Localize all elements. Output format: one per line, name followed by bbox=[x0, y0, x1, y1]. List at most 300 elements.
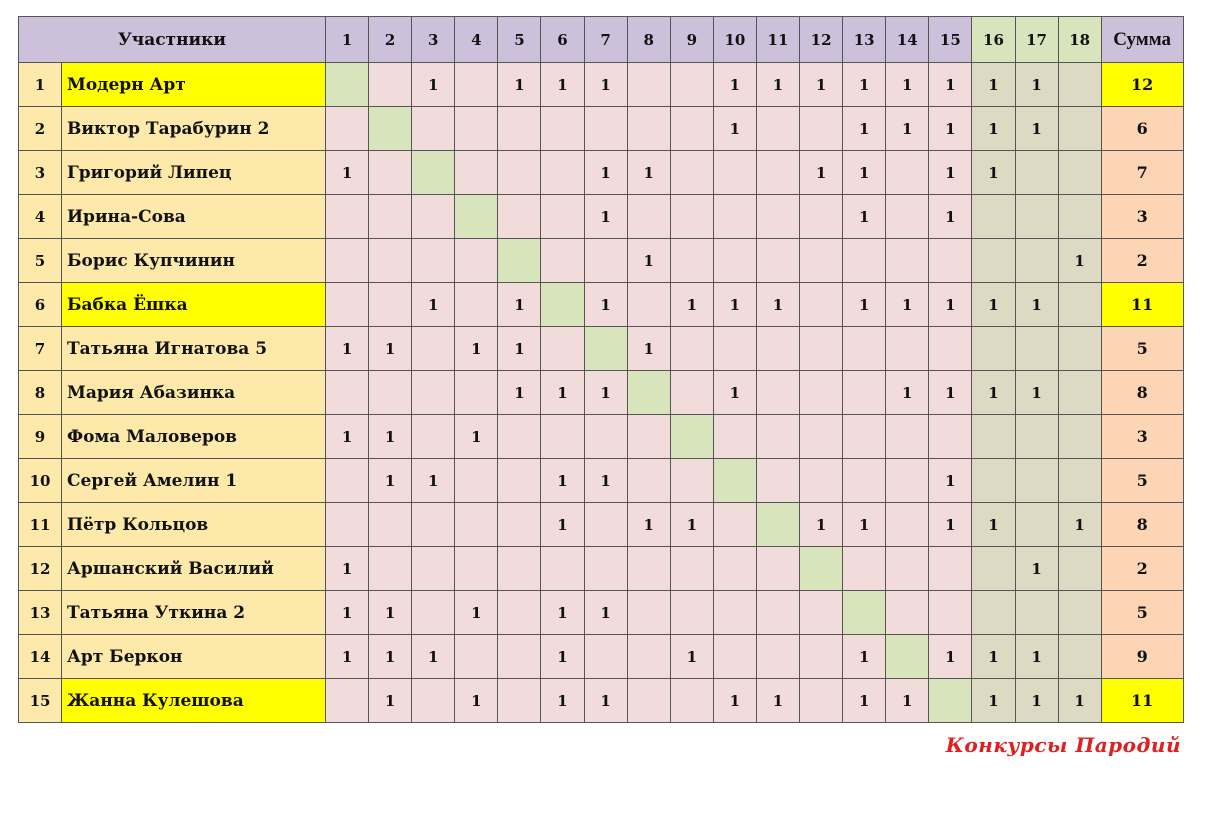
vote-cell: 1 bbox=[843, 195, 886, 239]
row-number: 6 bbox=[19, 283, 62, 327]
vote-cell bbox=[670, 459, 713, 503]
vote-cell bbox=[412, 239, 455, 283]
vote-cell bbox=[929, 547, 972, 591]
vote-cell bbox=[886, 591, 929, 635]
table-row bbox=[19, 239, 1184, 283]
vote-cell: 1 bbox=[541, 591, 584, 635]
vote-cell bbox=[412, 503, 455, 547]
vote-cell bbox=[1015, 415, 1058, 459]
vote-cell: 1 bbox=[713, 107, 756, 151]
row-sum: 8 bbox=[1101, 371, 1183, 415]
vote-cell: 1 bbox=[1015, 679, 1058, 723]
vote-cell bbox=[326, 63, 369, 107]
vote-cell bbox=[541, 415, 584, 459]
vote-cell: 1 bbox=[713, 371, 756, 415]
vote-cell: 1 bbox=[972, 371, 1015, 415]
vote-cell bbox=[455, 459, 498, 503]
row-number: 2 bbox=[19, 107, 62, 151]
vote-cell: 1 bbox=[584, 151, 627, 195]
vote-cell bbox=[455, 371, 498, 415]
vote-cell: 1 bbox=[886, 63, 929, 107]
vote-cell bbox=[326, 503, 369, 547]
participant-name: Борис Купчинин bbox=[62, 239, 326, 283]
vote-cell: 1 bbox=[627, 327, 670, 371]
vote-cell bbox=[498, 459, 541, 503]
vote-cell: 1 bbox=[326, 591, 369, 635]
table-row bbox=[19, 195, 1184, 239]
vote-cell: 1 bbox=[929, 283, 972, 327]
vote-cell bbox=[756, 547, 799, 591]
vote-cell bbox=[1015, 503, 1058, 547]
vote-cell bbox=[627, 63, 670, 107]
vote-cell bbox=[972, 195, 1015, 239]
vote-cell: 1 bbox=[886, 283, 929, 327]
vote-cell bbox=[369, 107, 412, 151]
vote-cell bbox=[1058, 635, 1101, 679]
vote-cell bbox=[713, 151, 756, 195]
vote-cell: 1 bbox=[670, 635, 713, 679]
vote-cell: 1 bbox=[713, 63, 756, 107]
vote-cell bbox=[1015, 195, 1058, 239]
vote-cell bbox=[412, 195, 455, 239]
row-sum: 7 bbox=[1101, 151, 1183, 195]
vote-cell bbox=[369, 63, 412, 107]
vote-cell bbox=[541, 107, 584, 151]
vote-cell bbox=[1058, 415, 1101, 459]
vote-cell: 1 bbox=[1015, 371, 1058, 415]
column-header-1: 1 bbox=[326, 17, 369, 63]
vote-cell: 1 bbox=[455, 327, 498, 371]
vote-cell: 1 bbox=[800, 63, 843, 107]
vote-cell bbox=[326, 283, 369, 327]
vote-cell bbox=[886, 415, 929, 459]
vote-cell bbox=[498, 415, 541, 459]
vote-cell bbox=[455, 107, 498, 151]
vote-cell bbox=[455, 635, 498, 679]
column-header-2: 2 bbox=[369, 17, 412, 63]
vote-cell bbox=[800, 283, 843, 327]
vote-cell: 1 bbox=[929, 635, 972, 679]
vote-cell: 1 bbox=[326, 327, 369, 371]
vote-cell bbox=[929, 591, 972, 635]
vote-cell bbox=[886, 459, 929, 503]
vote-cell: 1 bbox=[756, 63, 799, 107]
column-header-3: 3 bbox=[412, 17, 455, 63]
vote-cell: 1 bbox=[929, 195, 972, 239]
vote-cell bbox=[800, 591, 843, 635]
vote-cell bbox=[412, 151, 455, 195]
vote-cell: 1 bbox=[1058, 239, 1101, 283]
vote-cell: 1 bbox=[800, 151, 843, 195]
participant-name: Аршанский Василий bbox=[62, 547, 326, 591]
vote-cell bbox=[756, 327, 799, 371]
column-header-14: 14 bbox=[886, 17, 929, 63]
participant-name: Фома Маловеров bbox=[62, 415, 326, 459]
participant-name: Сергей Амелин 1 bbox=[62, 459, 326, 503]
vote-cell bbox=[326, 679, 369, 723]
row-number: 1 bbox=[19, 63, 62, 107]
vote-cell bbox=[886, 239, 929, 283]
vote-cell bbox=[1058, 107, 1101, 151]
vote-cell bbox=[886, 327, 929, 371]
column-header-17: 17 bbox=[1015, 17, 1058, 63]
vote-cell bbox=[1058, 327, 1101, 371]
vote-cell: 1 bbox=[584, 195, 627, 239]
vote-cell bbox=[929, 679, 972, 723]
vote-cell bbox=[756, 459, 799, 503]
vote-cell bbox=[584, 107, 627, 151]
vote-cell: 1 bbox=[1058, 679, 1101, 723]
row-sum: 3 bbox=[1101, 195, 1183, 239]
vote-cell bbox=[670, 327, 713, 371]
vote-cell: 1 bbox=[843, 503, 886, 547]
vote-cell: 1 bbox=[412, 459, 455, 503]
vote-cell: 1 bbox=[369, 459, 412, 503]
vote-cell: 1 bbox=[886, 679, 929, 723]
vote-cell bbox=[756, 415, 799, 459]
vote-cell bbox=[455, 283, 498, 327]
vote-cell bbox=[800, 239, 843, 283]
vote-cell bbox=[541, 239, 584, 283]
vote-cell bbox=[455, 63, 498, 107]
table-row bbox=[19, 371, 1184, 415]
column-header-8: 8 bbox=[627, 17, 670, 63]
vote-cell: 1 bbox=[627, 503, 670, 547]
vote-cell bbox=[972, 547, 1015, 591]
vote-cell bbox=[1058, 547, 1101, 591]
table-row bbox=[19, 107, 1184, 151]
vote-cell: 1 bbox=[929, 371, 972, 415]
participant-name: Модерн Арт bbox=[62, 63, 326, 107]
vote-cell: 1 bbox=[670, 283, 713, 327]
participant-name: Мария Абазинка bbox=[62, 371, 326, 415]
vote-cell bbox=[541, 547, 584, 591]
vote-cell bbox=[627, 195, 670, 239]
vote-cell bbox=[627, 371, 670, 415]
vote-cell: 1 bbox=[843, 635, 886, 679]
vote-cell bbox=[627, 591, 670, 635]
vote-cell: 1 bbox=[800, 503, 843, 547]
vote-cell bbox=[886, 503, 929, 547]
vote-cell bbox=[584, 415, 627, 459]
row-sum: 12 bbox=[1101, 63, 1183, 107]
vote-cell: 1 bbox=[369, 415, 412, 459]
vote-cell bbox=[886, 151, 929, 195]
vote-cell bbox=[713, 459, 756, 503]
vote-cell bbox=[800, 327, 843, 371]
vote-cell: 1 bbox=[584, 459, 627, 503]
vote-cell bbox=[800, 371, 843, 415]
vote-cell bbox=[369, 371, 412, 415]
vote-cell: 1 bbox=[412, 63, 455, 107]
column-header-6: 6 bbox=[541, 17, 584, 63]
vote-cell bbox=[326, 239, 369, 283]
vote-cell bbox=[756, 503, 799, 547]
vote-cell bbox=[584, 547, 627, 591]
vote-cell: 1 bbox=[756, 679, 799, 723]
vote-cell: 1 bbox=[627, 151, 670, 195]
vote-cell bbox=[713, 635, 756, 679]
watermark: Конкурсы Пародий bbox=[945, 733, 1181, 757]
vote-cell bbox=[541, 195, 584, 239]
vote-cell: 1 bbox=[929, 63, 972, 107]
vote-cell: 1 bbox=[972, 107, 1015, 151]
row-number: 11 bbox=[19, 503, 62, 547]
vote-cell bbox=[584, 503, 627, 547]
table-row bbox=[19, 635, 1184, 679]
vote-cell bbox=[455, 195, 498, 239]
vote-cell bbox=[800, 459, 843, 503]
vote-cell bbox=[972, 459, 1015, 503]
vote-cell bbox=[326, 371, 369, 415]
table-row bbox=[19, 547, 1184, 591]
vote-cell: 1 bbox=[972, 503, 1015, 547]
vote-cell bbox=[412, 327, 455, 371]
vote-cell: 1 bbox=[541, 503, 584, 547]
vote-cell bbox=[1058, 371, 1101, 415]
participant-name: Пётр Кольцов bbox=[62, 503, 326, 547]
row-number: 13 bbox=[19, 591, 62, 635]
vote-cell bbox=[369, 239, 412, 283]
vote-cell bbox=[369, 283, 412, 327]
row-number: 3 bbox=[19, 151, 62, 195]
vote-cell bbox=[756, 239, 799, 283]
vote-cell bbox=[455, 151, 498, 195]
vote-cell: 1 bbox=[541, 459, 584, 503]
header-row bbox=[19, 17, 1184, 63]
vote-cell: 1 bbox=[541, 635, 584, 679]
vote-cell bbox=[713, 327, 756, 371]
vote-cell bbox=[843, 459, 886, 503]
vote-cell bbox=[1015, 327, 1058, 371]
vote-cell bbox=[843, 239, 886, 283]
row-sum: 9 bbox=[1101, 635, 1183, 679]
vote-cell: 1 bbox=[584, 371, 627, 415]
column-header-7: 7 bbox=[584, 17, 627, 63]
vote-cell bbox=[1058, 195, 1101, 239]
vote-cell bbox=[498, 591, 541, 635]
vote-cell bbox=[541, 283, 584, 327]
vote-cell bbox=[498, 195, 541, 239]
vote-cell: 1 bbox=[584, 283, 627, 327]
vote-cell bbox=[1058, 459, 1101, 503]
vote-cell bbox=[843, 547, 886, 591]
vote-cell: 1 bbox=[498, 283, 541, 327]
vote-cell bbox=[670, 679, 713, 723]
vote-cell bbox=[800, 547, 843, 591]
vote-cell: 1 bbox=[369, 635, 412, 679]
results-table bbox=[18, 16, 1184, 723]
vote-cell: 1 bbox=[972, 679, 1015, 723]
vote-cell bbox=[800, 635, 843, 679]
vote-cell: 1 bbox=[670, 503, 713, 547]
row-sum: 5 bbox=[1101, 327, 1183, 371]
vote-cell bbox=[498, 547, 541, 591]
vote-cell bbox=[670, 107, 713, 151]
vote-cell bbox=[541, 327, 584, 371]
row-sum: 5 bbox=[1101, 459, 1183, 503]
table-row bbox=[19, 679, 1184, 723]
vote-cell bbox=[1015, 459, 1058, 503]
vote-cell: 1 bbox=[1015, 107, 1058, 151]
vote-cell bbox=[584, 327, 627, 371]
vote-cell: 1 bbox=[369, 327, 412, 371]
row-sum: 2 bbox=[1101, 239, 1183, 283]
vote-cell: 1 bbox=[627, 239, 670, 283]
vote-cell: 1 bbox=[843, 63, 886, 107]
vote-cell: 1 bbox=[929, 459, 972, 503]
row-number: 14 bbox=[19, 635, 62, 679]
vote-cell: 1 bbox=[929, 107, 972, 151]
row-sum: 2 bbox=[1101, 547, 1183, 591]
vote-cell bbox=[627, 459, 670, 503]
row-number: 15 bbox=[19, 679, 62, 723]
vote-cell: 1 bbox=[455, 415, 498, 459]
row-number: 9 bbox=[19, 415, 62, 459]
vote-cell bbox=[498, 503, 541, 547]
table-row bbox=[19, 459, 1184, 503]
vote-cell: 1 bbox=[756, 283, 799, 327]
vote-cell bbox=[972, 239, 1015, 283]
vote-cell bbox=[627, 107, 670, 151]
vote-cell bbox=[369, 151, 412, 195]
vote-cell bbox=[670, 371, 713, 415]
vote-cell bbox=[326, 107, 369, 151]
vote-cell: 1 bbox=[498, 371, 541, 415]
vote-cell: 1 bbox=[1058, 503, 1101, 547]
vote-cell bbox=[541, 151, 584, 195]
vote-cell bbox=[1058, 151, 1101, 195]
vote-cell: 1 bbox=[455, 591, 498, 635]
vote-cell: 1 bbox=[455, 679, 498, 723]
vote-cell bbox=[756, 107, 799, 151]
vote-cell bbox=[455, 503, 498, 547]
participant-name: Татьяна Игнатова 5 bbox=[62, 327, 326, 371]
vote-cell bbox=[670, 591, 713, 635]
vote-cell: 1 bbox=[843, 107, 886, 151]
vote-cell: 1 bbox=[498, 63, 541, 107]
vote-cell bbox=[369, 503, 412, 547]
vote-cell bbox=[1015, 151, 1058, 195]
vote-cell bbox=[929, 327, 972, 371]
column-header-16: 16 bbox=[972, 17, 1015, 63]
vote-cell bbox=[929, 415, 972, 459]
vote-cell bbox=[843, 371, 886, 415]
vote-cell bbox=[412, 547, 455, 591]
column-header-12: 12 bbox=[800, 17, 843, 63]
vote-cell bbox=[886, 635, 929, 679]
vote-cell: 1 bbox=[713, 283, 756, 327]
vote-cell: 1 bbox=[541, 63, 584, 107]
vote-cell: 1 bbox=[713, 679, 756, 723]
vote-cell: 1 bbox=[369, 591, 412, 635]
vote-cell bbox=[584, 239, 627, 283]
vote-cell bbox=[670, 239, 713, 283]
vote-cell bbox=[800, 195, 843, 239]
column-header-5: 5 bbox=[498, 17, 541, 63]
participant-name: Жанна Кулешова bbox=[62, 679, 326, 723]
vote-cell: 1 bbox=[929, 503, 972, 547]
table-row bbox=[19, 151, 1184, 195]
table-row bbox=[19, 591, 1184, 635]
vote-cell bbox=[455, 239, 498, 283]
column-header-15: 15 bbox=[929, 17, 972, 63]
vote-cell: 1 bbox=[584, 591, 627, 635]
vote-cell bbox=[412, 679, 455, 723]
vote-cell: 1 bbox=[584, 63, 627, 107]
vote-cell: 1 bbox=[1015, 63, 1058, 107]
participant-name: Арт Беркон bbox=[62, 635, 326, 679]
vote-cell bbox=[670, 63, 713, 107]
row-number: 8 bbox=[19, 371, 62, 415]
participant-name: Григорий Липец bbox=[62, 151, 326, 195]
column-header-4: 4 bbox=[455, 17, 498, 63]
vote-cell bbox=[498, 679, 541, 723]
participant-name: Бабка Ёшка bbox=[62, 283, 326, 327]
table-row bbox=[19, 283, 1184, 327]
vote-cell: 1 bbox=[326, 415, 369, 459]
vote-cell: 1 bbox=[412, 283, 455, 327]
row-sum: 3 bbox=[1101, 415, 1183, 459]
vote-cell bbox=[412, 415, 455, 459]
row-number: 7 bbox=[19, 327, 62, 371]
vote-cell bbox=[498, 107, 541, 151]
row-number: 10 bbox=[19, 459, 62, 503]
vote-cell bbox=[455, 547, 498, 591]
vote-cell bbox=[670, 151, 713, 195]
vote-cell bbox=[627, 635, 670, 679]
column-header-9: 9 bbox=[670, 17, 713, 63]
table-row bbox=[19, 415, 1184, 459]
vote-cell bbox=[326, 195, 369, 239]
vote-cell bbox=[369, 195, 412, 239]
row-number: 12 bbox=[19, 547, 62, 591]
vote-cell bbox=[412, 107, 455, 151]
vote-cell: 1 bbox=[843, 679, 886, 723]
vote-cell bbox=[326, 459, 369, 503]
vote-cell bbox=[1015, 239, 1058, 283]
vote-cell: 1 bbox=[972, 151, 1015, 195]
vote-cell bbox=[713, 547, 756, 591]
vote-cell bbox=[627, 679, 670, 723]
vote-cell: 1 bbox=[886, 107, 929, 151]
row-sum: 11 bbox=[1101, 679, 1183, 723]
row-sum: 6 bbox=[1101, 107, 1183, 151]
vote-cell bbox=[412, 591, 455, 635]
vote-cell: 1 bbox=[326, 547, 369, 591]
vote-cell bbox=[800, 107, 843, 151]
vote-cell bbox=[1058, 63, 1101, 107]
column-header-18: 18 bbox=[1058, 17, 1101, 63]
vote-cell bbox=[627, 415, 670, 459]
row-number: 5 bbox=[19, 239, 62, 283]
vote-cell: 1 bbox=[584, 679, 627, 723]
participant-name: Ирина-Сова bbox=[62, 195, 326, 239]
vote-cell bbox=[670, 415, 713, 459]
vote-cell bbox=[498, 635, 541, 679]
vote-cell: 1 bbox=[541, 371, 584, 415]
vote-cell bbox=[713, 239, 756, 283]
row-number: 4 bbox=[19, 195, 62, 239]
vote-cell: 1 bbox=[326, 635, 369, 679]
vote-cell bbox=[584, 635, 627, 679]
vote-cell bbox=[972, 327, 1015, 371]
table-row bbox=[19, 63, 1184, 107]
participants-header: Участники bbox=[19, 17, 326, 63]
vote-cell bbox=[800, 679, 843, 723]
column-header-10: 10 bbox=[713, 17, 756, 63]
participant-name: Виктор Тарабурин 2 bbox=[62, 107, 326, 151]
